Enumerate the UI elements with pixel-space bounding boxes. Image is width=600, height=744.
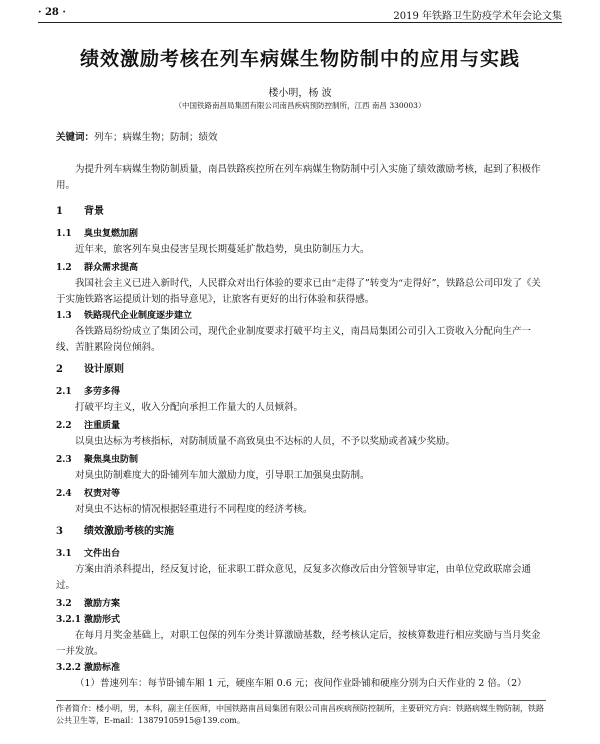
section-2-3-heading: 2.3 聚焦臭虫防制 xyxy=(56,455,139,465)
author-footnote: 作者简介：楼小明，男，本科，副主任医师，中国铁路南昌局集团有限公司南昌疾病预防控制所，主要研究方向：铁路病媒生物防制，铁路公共卫生等，E-mail：13879105915@139.com。 xyxy=(56,700,546,727)
affiliation: （中国铁路南昌局集团有限公司南昌疾病预防控制所，江西 南昌 330003） xyxy=(174,101,426,110)
keywords xyxy=(56,130,546,146)
section-1-2-heading: 1.2 群众需求提高 xyxy=(56,263,139,273)
section-1-3-body: 各铁路局纷纷成立了集团公司，现代企业制度要求打破平均主义，南昌局集团公司引入工资收入分配向生产一线、苦脏累险岗位倾斜。 xyxy=(56,326,532,353)
section-2-4-body: 对臭虫不达标的情况根据轻重进行不同程度的经济考核。 xyxy=(75,504,313,515)
section-2-2-body: 以臭虫达标为考核指标，对防制质量不高致臭虫不达标的人员，不予以奖励或者减少奖励。 xyxy=(75,436,456,447)
section-2-1-body: 打破平均主义，收入分配向承担工作量大的人员倾斜。 xyxy=(75,402,304,413)
section-3-2-heading: 3.2 激励方案 xyxy=(56,599,121,609)
section-3-heading: 3 绩效激励考核的实施 xyxy=(56,526,174,537)
section-2-1-heading: 2.1 多劳多得 xyxy=(56,387,121,397)
section-1-1-body: 近年来，旅客列车臭虫侵害呈现长期蔓延扩散趋势，臭虫防制压力大。 xyxy=(75,244,370,255)
journal-name: 2019 年铁路卫生防疫学术年会论文集 xyxy=(393,11,562,22)
section-3-2-1-heading: 3.2.1 激励形式 xyxy=(56,615,121,625)
section-2-heading: 2 设计原则 xyxy=(56,364,124,375)
page-header xyxy=(38,6,562,23)
section-3-2-2-body: （1）普速列车：每节卧铺车厢 1 元，硬座车厢 0.6 元；夜间作业卧铺和硬座分别为白天作业的 2 倍。（2） xyxy=(75,678,527,689)
page-number: · 28 · xyxy=(38,7,66,18)
section-1-2-body: 我国社会主义已进入新时代，人民群众对出行体验的要求已由“走得了”转变为“走得好”，铁路总公司印发了《关于实施铁路客运提质计划的指导意见》，让旅客有更好的出行体验和获得感。 xyxy=(56,278,541,305)
keywords-text: 列车；病媒生物；防制；绩效 xyxy=(94,132,218,143)
section-2-2-heading: 2.2 注重质量 xyxy=(56,421,121,431)
section-2-4-heading: 2.4 权责对等 xyxy=(56,489,121,499)
section-1-3-heading: 1.3 铁路现代企业制度逐步建立 xyxy=(56,311,193,321)
section-2-3-body: 对臭虫防制难度大的卧铺列车加大激励力度，引导职工加强臭虫防制。 xyxy=(75,470,370,481)
section-3-2-2-heading: 3.2.2 激励标准 xyxy=(56,663,121,673)
abstract: 为提升列车病媒生物防制质量，南昌铁路疾控所在列车病媒生物防制中引入实施了绩效激励考核，起到了积极作用。 xyxy=(56,164,541,191)
authors: 楼小明，杨 波 xyxy=(268,88,332,99)
section-3-1-heading: 3.1 文件出台 xyxy=(56,549,121,559)
section-3-2-1-body: 在每月月奖金基础上，对职工包保的列车分类计算激励基数，经考核认定后，按核算数进行相应奖励与当月奖金一并发放。 xyxy=(56,630,541,657)
section-3-1-body: 方案由消杀科提出，经反复讨论，征求职工群众意见，反复多次修改后由分管领导审定，由单位党政联席会通过。 xyxy=(56,564,532,591)
section-1-1-heading: 1.1 臭虫复燃加剧 xyxy=(56,229,139,239)
section-1-heading: 1 背景 xyxy=(56,206,104,217)
paper-title: 绩效激励考核在列车病媒生物防制中的应用与实践 xyxy=(79,48,520,70)
keywords-label: 关键词： xyxy=(56,132,95,143)
